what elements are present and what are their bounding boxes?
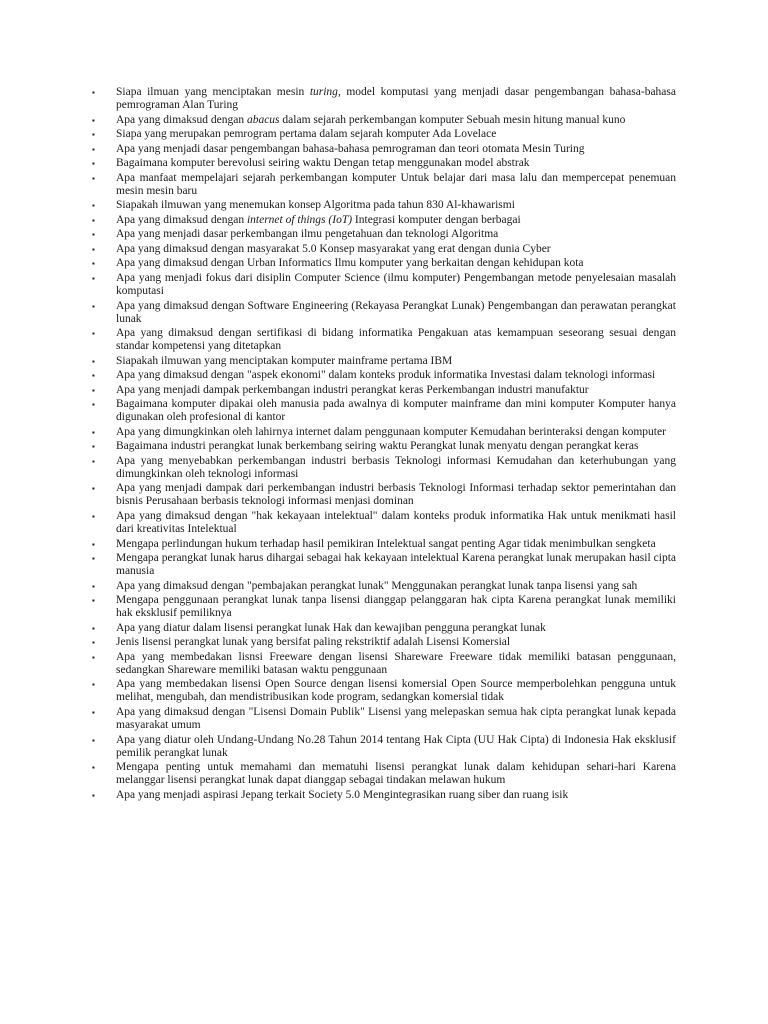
list-item-text [116, 651, 676, 676]
list-item-text [116, 426, 666, 438]
italic-term: turing [309, 86, 338, 98]
text-segment: Apa yang dimaksud dengan masyarakat 5.0 Konsep masyarakat yang erat dengan dunia Cyber [116, 242, 551, 255]
text-segment: Apa yang menjadi fokus dari disiplin Computer Science (ilmu komputer) Pengembangan metode penyelesaian masalah komputasi [116, 272, 676, 298]
text-segment: Siapa ilmuan yang menciptakan mesin [116, 86, 310, 98]
bullet-icon: ▪ [92, 371, 95, 381]
list-item [92, 257, 676, 270]
bullet-icon: ▪ [92, 274, 95, 284]
list-item [92, 157, 676, 170]
bullet-icon: ▪ [92, 159, 95, 169]
text-segment: Apa yang diatur dalam lisensi perangkat lunak Hak dan kewajiban pengguna perangkat lunak [116, 621, 546, 634]
list-item [92, 651, 676, 677]
list-item [92, 228, 676, 241]
text-segment: Apa yang membedakan lisensi Open Source dengan lisensi komersial Open Source memperbolehkan pengguna untuk melihat, mengubah, dan mendistribusikan kode program, sedangkan komersial tidak [116, 678, 676, 704]
list-item-text [116, 300, 676, 325]
bullet-icon: ▪ [92, 596, 95, 606]
list-item [92, 384, 676, 397]
bullet-icon: ▪ [92, 301, 95, 311]
text-segment: Apa yang dimaksud dengan Software Engineering (Rekayasa Perangkat Lunak) Pengembangan dan perawatan perangkat lunak [116, 299, 676, 325]
list-item-text [116, 86, 676, 111]
list-item [92, 214, 676, 227]
list-item [92, 172, 676, 198]
bullet-icon: ▪ [92, 201, 95, 211]
bullet-icon: ▪ [92, 652, 95, 662]
text-segment: Mengapa perlindungan hukum terhadap hasil pemikiran Intelektual sangat penting Agar tidak menimbulkan sengketa [116, 537, 656, 550]
bullet-icon: ▪ [92, 763, 95, 773]
bullet-icon: ▪ [92, 400, 95, 410]
bullet-icon: ▪ [92, 215, 95, 225]
list-item-text [116, 706, 676, 731]
bullet-icon: ▪ [92, 638, 95, 648]
list-item [92, 455, 676, 481]
text-segment: Siapakah ilmuwan yang menemukan konsep Algoritma pada tahun 830 Al-khawarismi [116, 199, 515, 212]
text-segment: Siapakah ilmuwan yang menciptakan komputer mainframe pertama IBM [116, 354, 453, 367]
italic-term: internet of things (IoT) [246, 213, 353, 226]
list-item [92, 327, 676, 353]
list-item [92, 734, 676, 760]
bullet-icon: ▪ [92, 130, 95, 140]
list-item-text [116, 172, 676, 197]
list-item-text [116, 622, 546, 634]
bullet-icon: ▪ [92, 329, 95, 339]
list-item [92, 272, 676, 298]
list-item-text [116, 384, 589, 396]
bullet-icon: ▪ [92, 356, 95, 366]
list-item [92, 426, 676, 439]
text-segment: Jenis lisensi perangkat lunak yang bersifat paling rekstriktif adalah Lisensi Komersial [116, 636, 511, 649]
list-item-text [116, 143, 585, 155]
text-segment: Apa yang dimaksud dengan "pembajakan perangkat lunak" Menggunakan perangkat lunak tanpa lisensi yang sah [116, 579, 638, 592]
list-item-text [116, 243, 551, 255]
bullet-icon: ▪ [92, 385, 95, 395]
list-item-text [116, 761, 676, 786]
bullet-icon: ▪ [92, 581, 95, 591]
list-item [92, 355, 676, 368]
list-item-text [116, 199, 515, 211]
text-segment: Apa yang dimaksud dengan "aspek ekonomi" dalam konteks produk informatika Investasi dalam teknologi informasi [116, 369, 656, 382]
list-item-text [116, 214, 521, 226]
list-item-text [116, 552, 676, 577]
list-item [92, 398, 676, 424]
text-segment: Apa yang menjadi dampak dari perkembangan industri berbasis Teknologi Informasi terhadap sektor pemerintahan dan bisnis Perusahaan berbasis teknologi informasi menjasi dominan [116, 482, 676, 508]
text-segment: Apa yang dimaksud dengan [116, 113, 247, 126]
text-segment: Mengapa penggunaan perangkat lunak tanpa lisensi dianggap pelanggaran hak cipta Karena perangkat lunak memiliki hak eksklusif pemiliknya [116, 594, 676, 620]
list-item [92, 552, 676, 578]
bullet-icon: ▪ [92, 512, 95, 522]
bullet-icon: ▪ [92, 115, 95, 125]
list-item [92, 678, 676, 704]
list-item-text [116, 482, 676, 507]
list-item [92, 114, 676, 127]
bullet-icon: ▪ [92, 244, 95, 254]
list-item-text [116, 455, 676, 480]
text-segment: Siapa yang merupakan pemrogram pertama dalam sejarah komputer Ada Lovelace [116, 128, 497, 141]
list-item [92, 636, 676, 649]
list-item [92, 622, 676, 635]
bullet-icon: ▪ [92, 790, 95, 800]
text-segment: Apa yang dimungkinkan oleh lahirnya internet dalam penggunaan komputer Kemudahan berinteraksi dengan komputer [116, 425, 666, 438]
italic-term: abacus [246, 113, 280, 126]
list-item [92, 594, 676, 620]
list-item-text [116, 510, 676, 535]
list-item-text [116, 257, 584, 269]
text-segment: Mengapa penting untuk memahami dan mematuhi lisensi perangkat lunak dalam kehidupan sehari-hari Karena melanggar lisensi perangkat lunak dapat dianggap sebagai tindakan melawan hukum [116, 761, 676, 787]
text-segment: Apa yang dimaksud dengan Urban Informatics Ilmu komputer yang berkaitan dengan kehidupan kota [116, 257, 584, 270]
text-segment: Apa yang menjadi aspirasi Jepang terkait Society 5.0 Mengintegrasikan ruang siber dan ruang isik [116, 788, 569, 801]
text-segment: Apa yang menjadi dasar perkembangan ilmu pengetahuan dan teknologi Algoritma [116, 228, 499, 241]
list-item [92, 482, 676, 508]
text-segment: Apa yang diatur oleh Undang-Undang No.28 Tahun 2014 tentang Hak Cipta (UU Hak Cipta) di Indonesia Hak eksklusif pemilik perangkat lunak [116, 733, 676, 759]
list-item [92, 86, 676, 112]
bullet-icon: ▪ [92, 707, 95, 717]
list-item-text [116, 789, 568, 801]
bullet-icon: ▪ [92, 230, 95, 240]
text-segment: Apa yang dimaksud dengan sertifikasi di bidang informatika Pengakuan atas kemampuan seseorang sesuai dengan standar kompetensi yang ditetapkan [116, 327, 676, 353]
text-segment: Apa yang menjadi dampak perkembangan industri perangkat keras Perkembangan industri manufaktur [116, 383, 589, 396]
list-item [92, 243, 676, 256]
bullet-icon: ▪ [92, 539, 95, 549]
text-segment: Apa yang dimaksud dengan "Lisensi Domain Publik" Lisensi yang melepaskan semua hak cipta perangkat lunak kepada masyarakat umum [116, 705, 676, 731]
list-item-text [116, 636, 510, 648]
text-segment: , model komputasi yang menjadi dasar pengembangan bahasa-bahasa pemrograman Alan Turing [116, 86, 676, 111]
bullet-icon: ▪ [92, 456, 95, 466]
list-item-text [116, 734, 676, 759]
list-item [92, 199, 676, 212]
list-item-text [116, 594, 676, 619]
list-item [92, 789, 676, 802]
list-item-text [116, 228, 498, 240]
list-item [92, 706, 676, 732]
text-segment: Bagaimana komputer dipakai oleh manusia pada awalnya di komputer mainframe dan mini komputer Komputer hanya digunakan oleh profesional di kantor [116, 398, 676, 424]
list-item-text [116, 327, 676, 352]
text-segment: Integrasi komputer dengan berbagai [352, 213, 521, 226]
list-item-text [116, 580, 637, 592]
list-item [92, 761, 676, 787]
list-item [92, 440, 676, 453]
list-item-text [116, 355, 452, 367]
text-segment: Mengapa perangkat lunak harus dihargai sebagai hak kekayaan intelektual Karena perangkat lunak merupakan hasil cipta manusia [116, 552, 676, 578]
bullet-icon: ▪ [92, 623, 95, 633]
list-item [92, 369, 676, 382]
text-segment: Apa yang menyebabkan perkembangan industri berbasis Teknologi informasi Kemudahan dan keterhubungan yang dimungkinkan oleh teknologi informasi [116, 454, 676, 480]
list-item [92, 510, 676, 536]
list-item [92, 300, 676, 326]
text-segment: Apa yang dimaksud dengan [116, 213, 247, 226]
text-segment: Apa yang membedakan lisnsi Freeware dengan lisensi Shareware Freeware tidak memiliki batasan penggunaan, sedangkan Shareware memiliki batasan waktu penggunaan [116, 650, 676, 676]
text-segment: Bagaimana industri perangkat lunak berkembang seiring waktu Perangkat lunak menyatu dengan perangkat keras [116, 440, 639, 453]
bullet-icon: ▪ [92, 144, 95, 154]
text-segment: Bagaimana komputer berevolusi seiring waktu Dengan tetap menggunakan model abstrak [116, 157, 530, 170]
list-item-text [116, 128, 496, 140]
bullet-icon: ▪ [92, 442, 95, 452]
bullet-icon: ▪ [92, 259, 95, 269]
bullet-icon: ▪ [92, 88, 95, 97]
list-item-text [116, 272, 676, 297]
text-segment: dalam sejarah perkembangan komputer Sebuah mesin hitung manual kuno [279, 113, 626, 126]
bullet-icon: ▪ [92, 735, 95, 745]
list-item [92, 538, 676, 551]
bullet-icon: ▪ [92, 554, 95, 564]
bullet-icon: ▪ [92, 173, 95, 183]
text-segment: Apa yang menjadi dasar pengembangan bahasa-bahasa pemrograman dan teori otomata Mesin Turing [116, 142, 585, 155]
list-item-text [116, 398, 676, 423]
list-item [92, 143, 676, 156]
bullet-icon: ▪ [92, 680, 95, 690]
question-answer-list [92, 86, 676, 803]
list-item [92, 128, 676, 141]
bullet-icon: ▪ [92, 484, 95, 494]
list-item-text [116, 678, 676, 703]
list-item-text [116, 440, 638, 452]
bullet-icon: ▪ [92, 427, 95, 437]
text-segment: Apa yang dimaksud dengan "hak kekayaan intelektual" dalam konteks produk informatika Hak untuk menikmati hasil dari kreativitas Intelektual [116, 510, 676, 536]
text-segment: Apa manfaat mempelajari sejarah perkembangan komputer Untuk belajar dari masa lalu dan mempercepat penemuan mesin mesin baru [116, 171, 676, 197]
list-item-text [116, 538, 656, 550]
list-item [92, 580, 676, 593]
list-item-text [116, 157, 530, 169]
list-item-text [116, 369, 655, 381]
list-item-text [116, 114, 625, 126]
